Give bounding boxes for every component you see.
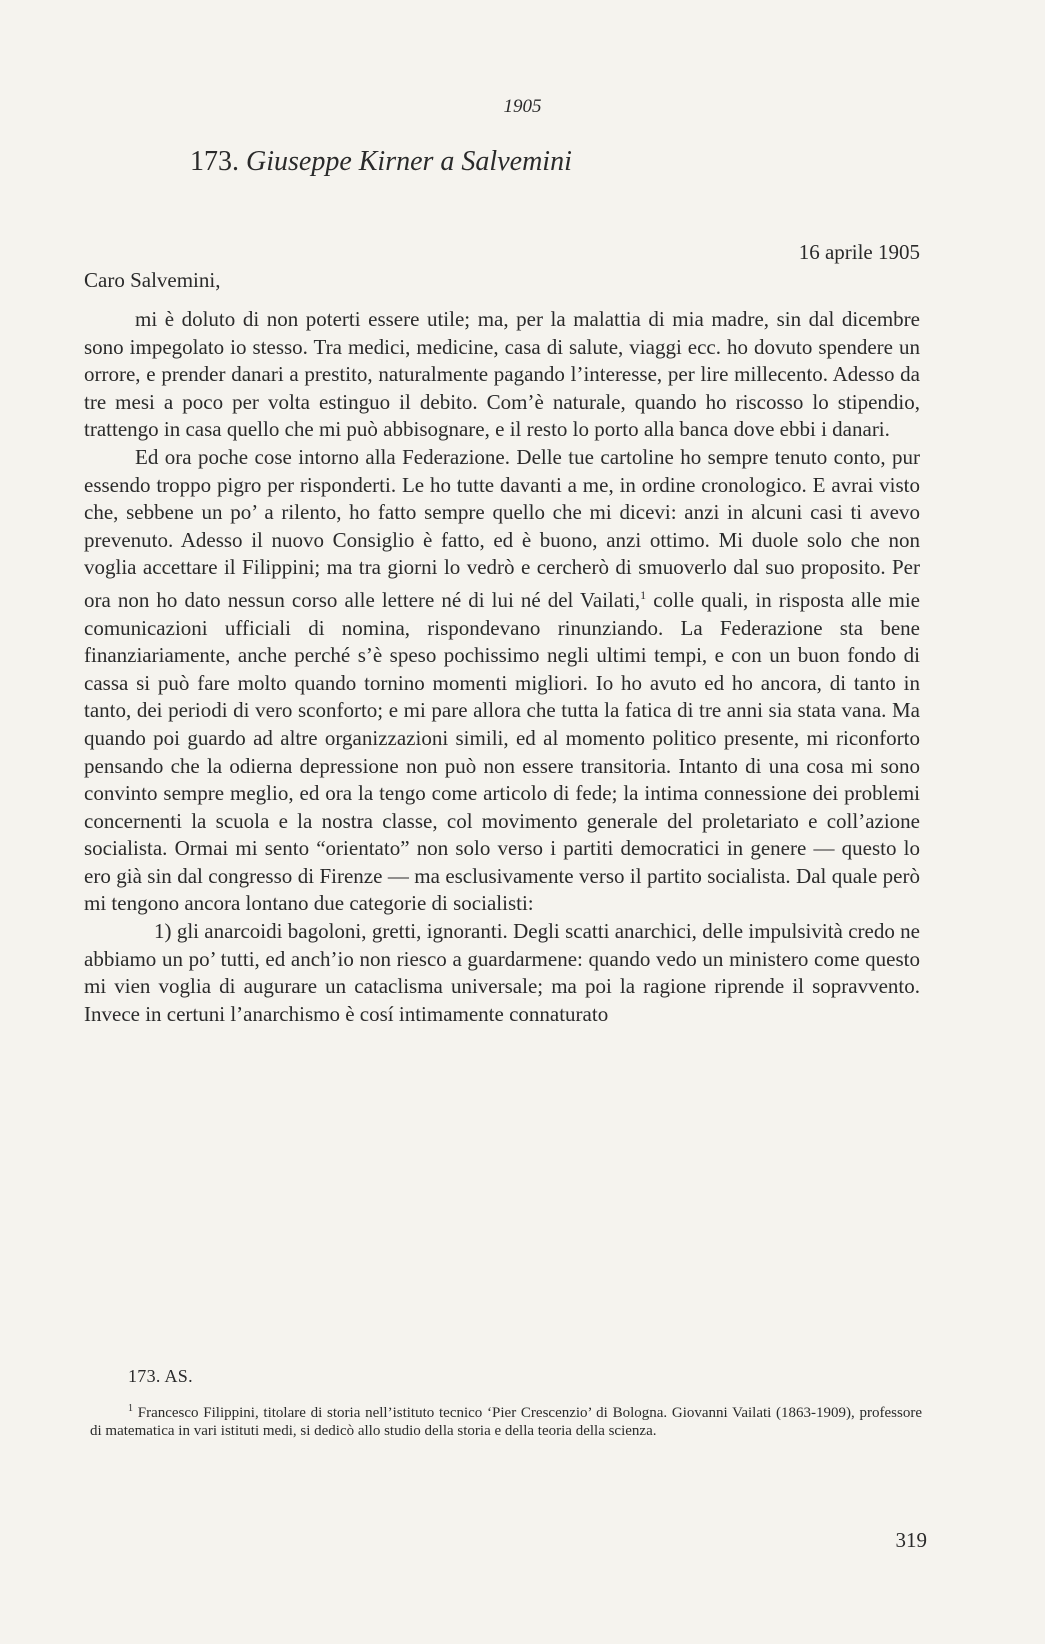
letter-heading: Giuseppe Kirner a Salvemini — [246, 146, 572, 177]
letter-body — [84, 306, 920, 1028]
paragraph-2-part-b: colle quali, in risposta alle mie comunicazioni ufficiali di nomina, rispondevano rinunziando. La Federazione sta bene finanziariamente, anche perché s’è speso pochissimo negli ultimi tempi, e con un buon fondo di cassa si può fare molto quando tornino momenti migliori. Io ho avuto ed ho ancora, di tanto in tanto, dei periodi di vero sconforto; e mi pare allora che tutta la fatica di tre anni sia stata vana. Ma quando poi guardo ad altre organizzazioni simili, ed al momento politico presente, mi riconforto pensando che la odierna depressione non può non essere transitoria. Intanto di una cosa mi sono convinto sempre meglio, ed ora la tengo come articolo di fede; la intima connessione dei problemi concernenti la scuola e la nostra classe, col movimento generale del proletariato e coll’azione socialista. Ormai mi sento “orientato” non solo verso i partiti democratici in genere — questo lo ero già sin dal congresso di Firenze — ma esclusivamente verso il partito socialista. Dal quale però mi tengono ancora lontano due categorie di socialisti: — [84, 587, 920, 916]
source-note: 173. AS. — [128, 1366, 193, 1386]
letter-number: 173. — [190, 146, 239, 177]
footnote-text: Francesco Filippini, titolare di storia nell’istituto tecnico ‘Pier Crescenzio’ di Bologna. Giovanni Vailati (1863-1909), professore di matematica in vari istituti medi, si dedicò allo studio della storia e della teoria della scienza. — [90, 1405, 922, 1439]
paragraph-2-part-a: Ed ora poche cose intorno alla Federazione. Delle tue cartoline ho sempre tenuto conto, pur essendo troppo pigro per risponderti. Le ho tutte davanti a me, in ordine cronologico. E avrai visto che, sebbene un po’ a rilento, ho fatto sempre quello che mi dicevi: anzi in alcuni casi ti avevo prevenuto. Adesso il nuovo Consiglio è fatto, ed è buono, anzi ottimo. Mi duole solo che non voglia accettare il Filippini; ma tra giorni lo vedrò e cercherò di smuoverlo dal suo proposito. Per ora non ho dato nessun corso alle lettere né di lui né del Vailati, — [84, 444, 920, 612]
footnote-marker: 1 — [640, 587, 647, 602]
running-head: 1905 — [503, 96, 542, 117]
paragraph-3: 1) gli anarcoidi bagoloni, gretti, ignoranti. Degli scatti anarchici, delle impulsività credo ne abbiamo un po’ tutti, ed anch’io non riesco a guardarmene: quando vedo un ministero come questo mi vien voglia di augurare un cataclisma universale; ma poi la ragione riprende il sopravvento. Invece in certuni l’anarchismo è cosí intimamente connaturato — [84, 919, 920, 1026]
letter-title — [190, 146, 572, 178]
footnote-number: 1 — [128, 1403, 133, 1414]
salutation: Caro Salvemini, — [84, 268, 221, 292]
letter-date: 16 aprile 1905 — [798, 240, 920, 264]
paragraph-2 — [84, 444, 920, 918]
paragraph-1: mi è doluto di non poterti essere utile; ma, per la malattia di mia madre, sin dal dicembre sono impegolato io stesso. Tra medici, medicine, casa di salute, viaggi ecc. ho dovuto spendere un orrore, e prender danari a prestito, naturalmente pagando l’interesse, per lire millecento. Adesso da tre mesi a poco per volta estinguo il debito. Com’è naturale, quando ho riscosso lo stipendio, trattengo in casa quello che mi può abbisognare, e il resto lo porto alla banca dove ebbi i danari. — [84, 307, 920, 442]
page-number: 319 — [895, 1528, 927, 1552]
footnote — [90, 1400, 922, 1440]
